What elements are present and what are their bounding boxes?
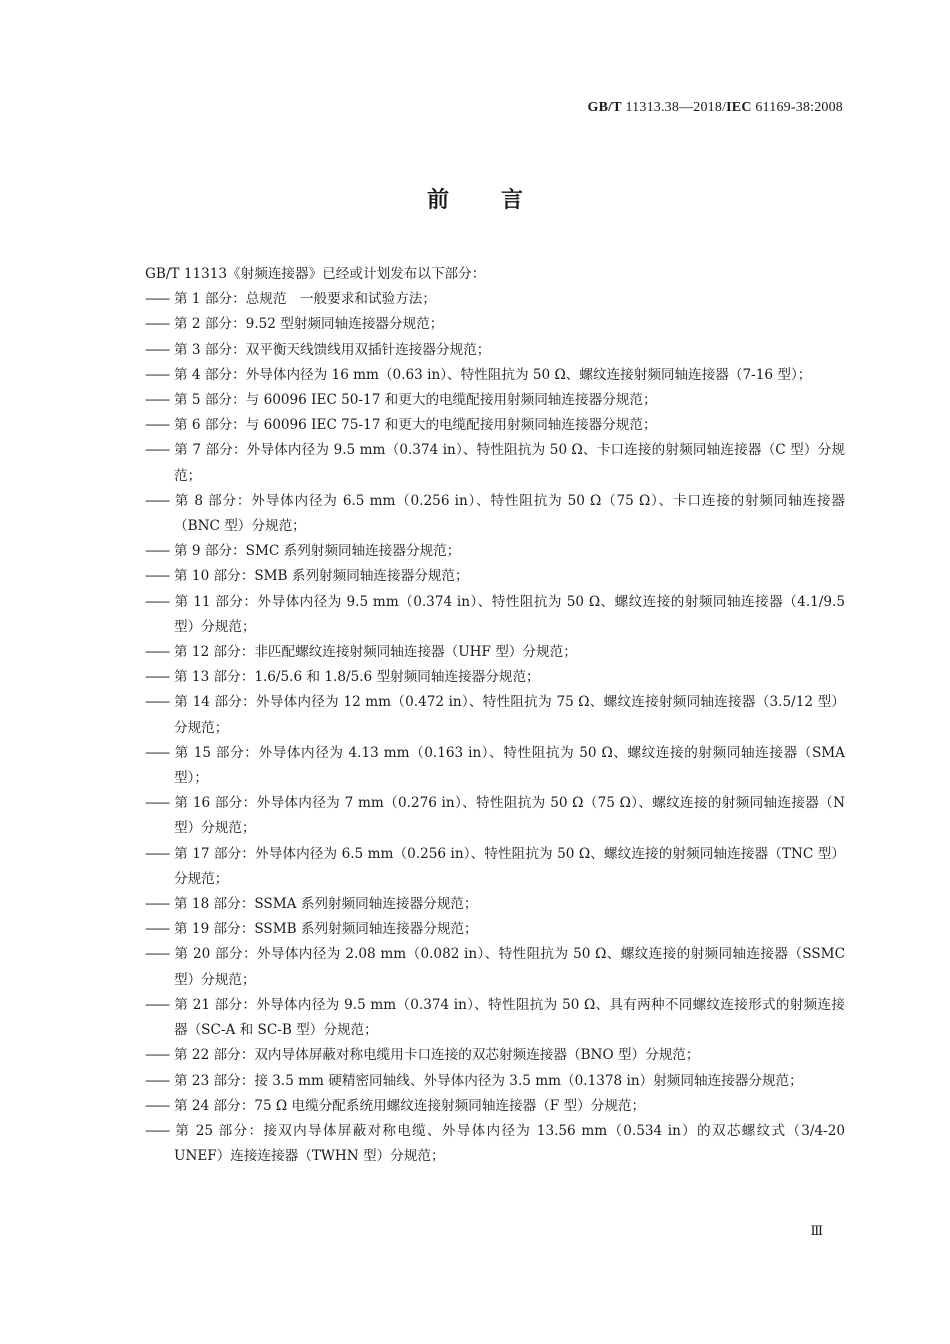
- part-item: [145, 741, 845, 791]
- part-item: [145, 917, 845, 942]
- part-text: 第 17 部分：外导体内径为 6.5 mm（0.256 in）、特性阻抗为 50 Ω、螺纹连接的射频同轴连接器（TNC 型）分规范；: [174, 845, 845, 887]
- part-text: 第 3 部分：双平衡天线馈线用双插针连接器分规范；: [174, 341, 491, 358]
- page-number: Ⅲ: [810, 1223, 823, 1238]
- part-text: 第 25 部分：接双内导体屏蔽对称电缆、外导体内径为 13.56 mm（0.534 in）的双芯螺纹式（3/4-20 UNEF）连接连接器（TWHN 型）分规范；: [174, 1122, 845, 1165]
- part-text: 第 23 部分：接 3.5 mm 硬精密同轴线、外导体内径为 3.5 mm（0.1378 in）射频同轴连接器分规范；: [174, 1072, 803, 1089]
- dash-marker: ——: [145, 845, 169, 862]
- parts-list: [145, 287, 845, 1169]
- dash-marker: ——: [145, 366, 169, 383]
- part-text: 第 16 部分：外导体内径为 7 mm（0.276 in）、特性阻抗为 50 Ω（75 Ω）、螺纹连接的射频同轴连接器（N 型）分规范；: [174, 795, 845, 837]
- dash-marker: ——: [145, 694, 169, 711]
- part-item: [145, 388, 845, 413]
- part-item: [145, 312, 845, 337]
- dash-marker: ——: [145, 946, 169, 963]
- dash-marker: ——: [145, 1047, 169, 1064]
- part-item: [145, 539, 845, 564]
- part-item: [145, 489, 845, 539]
- part-text: 第 22 部分：双内导体屏蔽对称电缆用卡口连接的双芯射频连接器（BNO 型）分规范；: [174, 1047, 700, 1064]
- dash-marker: ——: [145, 669, 169, 686]
- part-text: 第 2 部分：9.52 型射频同轴连接器分规范；: [174, 316, 444, 333]
- part-item: [145, 438, 845, 488]
- dash-marker: ——: [145, 1072, 169, 1089]
- part-item: [145, 287, 845, 312]
- dash-marker: ——: [145, 593, 169, 610]
- part-text: 第 4 部分：外导体内径为 16 mm（0.63 in）、特性阻抗为 50 Ω、螺纹连接射频同轴连接器（7-16 型）；: [174, 366, 812, 383]
- dash-marker: ——: [145, 417, 169, 434]
- part-text: 第 10 部分：SMB 系列射频同轴连接器分规范；: [174, 568, 469, 585]
- part-text: 第 1 部分：总规范 一般要求和试验方法；: [174, 291, 436, 308]
- dash-marker: ——: [145, 442, 169, 459]
- part-item: [145, 413, 845, 438]
- part-item: [145, 942, 845, 992]
- dash-marker: ——: [145, 1122, 169, 1139]
- part-text: 第 5 部分：与 60096 IEC 50-17 和更大的电缆配接用射频同轴连接器分规范；: [174, 392, 657, 409]
- dash-marker: ——: [145, 744, 169, 761]
- std-prefix: GB/T: [587, 100, 622, 115]
- standard-code-header: [588, 100, 843, 116]
- intro-paragraph: GB/T 11313《射频连接器》已经或计划发布以下部分：: [145, 266, 486, 282]
- part-item: [145, 842, 845, 892]
- dash-marker: ——: [145, 543, 169, 560]
- part-item: [145, 564, 845, 589]
- part-text: 第 12 部分：非匹配螺纹连接射频同轴连接器（UHF 型）分规范；: [174, 644, 577, 661]
- part-item: [145, 590, 845, 640]
- iec-prefix: IEC: [726, 100, 752, 115]
- dash-marker: ——: [145, 291, 169, 308]
- part-item: [145, 1069, 845, 1094]
- part-item: [145, 1043, 845, 1068]
- part-item: [145, 1119, 845, 1169]
- document-body: [145, 262, 845, 1169]
- part-item: [145, 338, 845, 363]
- part-item: [145, 993, 845, 1043]
- dash-marker: ——: [145, 644, 169, 661]
- std-number: 11313.38—2018/: [625, 100, 727, 115]
- part-item: [145, 690, 845, 740]
- dash-marker: ——: [145, 795, 169, 812]
- page-title: 前言: [426, 188, 575, 213]
- part-text: 第 7 部分：外导体内径为 9.5 mm（0.374 in）、特性阻抗为 50 Ω、卡口连接的射频同轴连接器（C 型）分规范；: [174, 442, 845, 484]
- part-text: 第 15 部分：外导体内径为 4.13 mm（0.163 in）、特性阻抗为 50 Ω、螺纹连接的射频同轴连接器（SMA 型）；: [174, 744, 845, 787]
- part-text: 第 18 部分：SSMA 系列射频同轴连接器分规范；: [174, 896, 478, 913]
- dash-marker: ——: [145, 896, 169, 913]
- part-text: 第 6 部分：与 60096 IEC 75-17 和更大的电缆配接用射频同轴连接器分规范；: [174, 417, 657, 434]
- dash-marker: ——: [145, 1097, 169, 1114]
- iec-number: 61169-38:2008: [755, 100, 843, 115]
- dash-marker: ——: [145, 341, 169, 358]
- part-text: 第 19 部分：SSMB 系列射频同轴连接器分规范；: [174, 921, 478, 938]
- dash-marker: ——: [145, 996, 169, 1013]
- part-text: 第 13 部分：1.6/5.6 和 1.8/5.6 型射频同轴连接器分规范；: [174, 669, 540, 686]
- part-item: [145, 1094, 845, 1119]
- part-text: 第 11 部分：外导体内径为 9.5 mm（0.374 in）、特性阻抗为 50 Ω、螺纹连接的射频同轴连接器（4.1/9.5 型）分规范；: [174, 593, 845, 635]
- part-item: [145, 363, 845, 388]
- part-text: 第 8 部分：外导体内径为 6.5 mm（0.256 in）、特性阻抗为 50 Ω（75 Ω）、卡口连接的射频同轴连接器（BNC 型）分规范；: [174, 492, 845, 535]
- part-text: 第 14 部分：外导体内径为 12 mm（0.472 in）、特性阻抗为 75 Ω、螺纹连接射频同轴连接器（3.5/12 型）分规范；: [174, 694, 845, 736]
- dash-marker: ——: [145, 921, 169, 938]
- dash-marker: ——: [145, 392, 169, 409]
- part-text: 第 9 部分：SMC 系列射频同轴连接器分规范；: [174, 543, 461, 560]
- dash-marker: ——: [145, 316, 169, 333]
- part-item: [145, 665, 845, 690]
- dash-marker: ——: [145, 492, 169, 509]
- part-text: 第 21 部分：外导体内径为 9.5 mm（0.374 in）、特性阻抗为 50 Ω、具有两种不同螺纹连接形式的射频连接器（SC-A 和 SC-B 型）分规范；: [174, 996, 845, 1039]
- part-text: 第 20 部分：外导体内径为 2.08 mm（0.082 in）、特性阻抗为 50 Ω、螺纹连接的射频同轴连接器（SSMC 型）分规范；: [174, 946, 845, 988]
- part-item: [145, 892, 845, 917]
- part-item: [145, 791, 845, 841]
- dash-marker: ——: [145, 568, 169, 585]
- part-text: 第 24 部分：75 Ω 电缆分配系统用螺纹连接射频同轴连接器（F 型）分规范；: [174, 1097, 646, 1114]
- part-item: [145, 640, 845, 665]
